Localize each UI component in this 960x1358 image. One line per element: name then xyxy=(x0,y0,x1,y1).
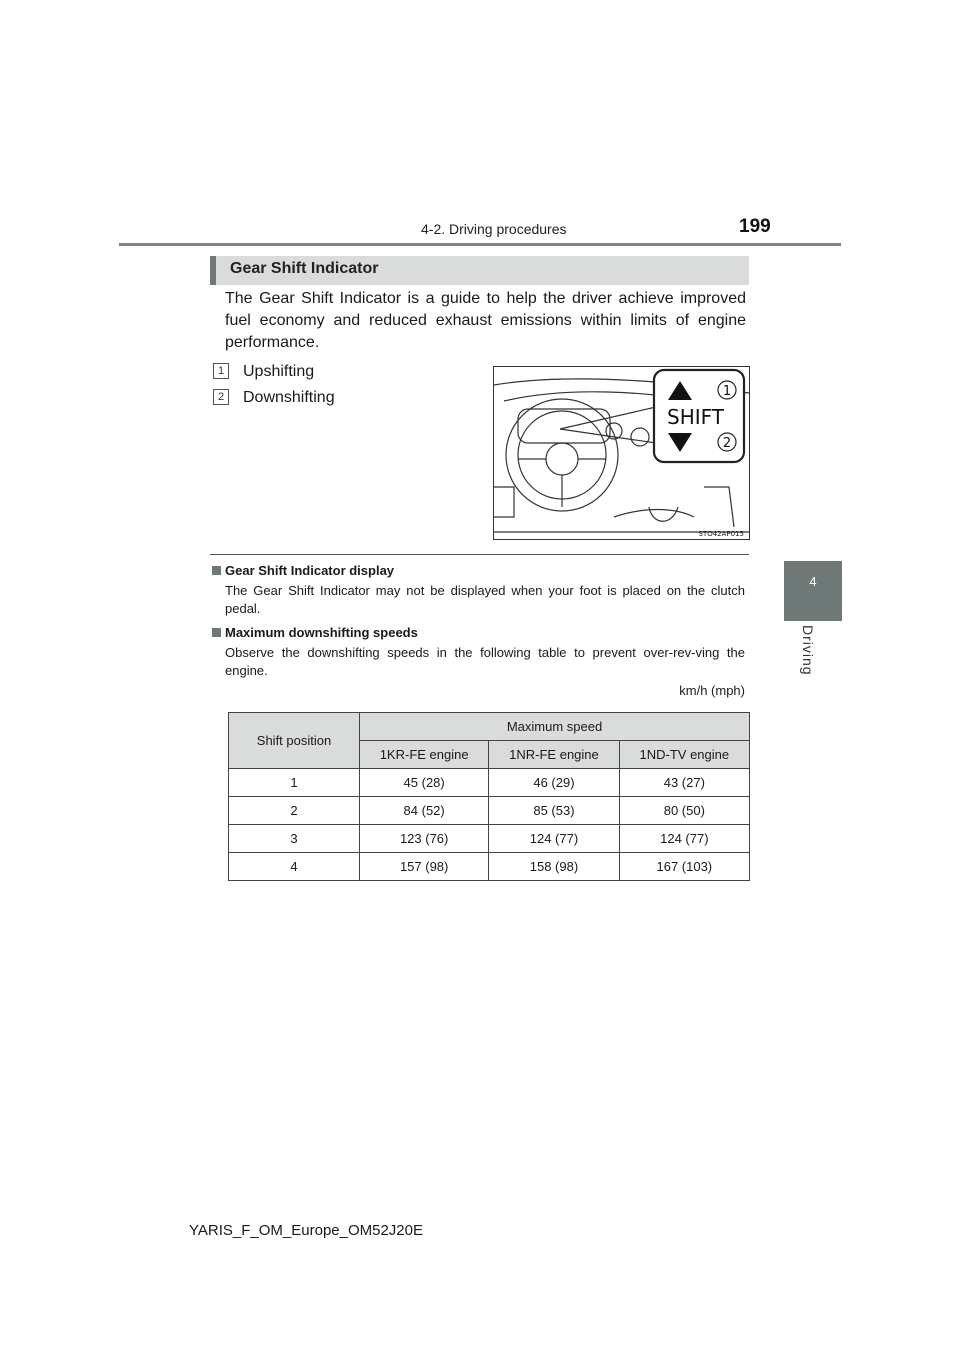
table-cell: 2 xyxy=(229,797,360,825)
col-header-maximum-speed: Maximum speed xyxy=(360,713,750,741)
col-header-shift-position: Shift position xyxy=(229,713,360,769)
table-row xyxy=(229,769,750,797)
chapter-tab-label: Driving xyxy=(800,625,816,676)
item-label-upshifting: Upshifting xyxy=(243,363,315,380)
section-divider xyxy=(210,554,749,555)
table-row xyxy=(229,853,750,881)
header-rule xyxy=(119,243,841,246)
table-cell: 1 xyxy=(229,769,360,797)
table-unit-label: km/h (mph) xyxy=(679,683,745,698)
dashboard-drawing xyxy=(494,367,749,539)
item-label-downshifting: Downshifting xyxy=(243,389,335,406)
item-number-2: 2 xyxy=(213,389,229,405)
bullet-square-icon xyxy=(212,566,221,575)
chapter-tab xyxy=(784,561,842,621)
header-section-title: 4-2. Driving procedures xyxy=(421,221,567,237)
table-cell: 84 (52) xyxy=(360,797,489,825)
col-header-engine: 1NR-FE engine xyxy=(489,741,619,769)
table-cell: 167 (103) xyxy=(619,853,749,881)
note-heading-display: Gear Shift Indicator display xyxy=(212,563,394,578)
table-cell: 85 (53) xyxy=(489,797,619,825)
section-heading-bar xyxy=(210,256,749,285)
table-cell: 124 (77) xyxy=(489,825,619,853)
note-body-display: The Gear Shift Indicator may not be displayed when your foot is placed on the clutch pedal. xyxy=(225,583,745,616)
section-title: Gear Shift Indicator xyxy=(230,260,379,277)
chapter-tab-number: 4 xyxy=(809,574,817,589)
item-number-1: 1 xyxy=(213,363,229,379)
table-cell: 80 (50) xyxy=(619,797,749,825)
table-cell: 4 xyxy=(229,853,360,881)
downshift-speed-table xyxy=(228,712,750,881)
bullet-square-icon xyxy=(212,628,221,637)
table-cell: 124 (77) xyxy=(619,825,749,853)
table-cell: 45 (28) xyxy=(360,769,489,797)
callout-2: 2 xyxy=(722,436,732,451)
illustration-code: STO42AP015 xyxy=(698,530,744,538)
page-number: 199 xyxy=(739,216,771,237)
table-row xyxy=(229,797,750,825)
table-cell: 158 (98) xyxy=(489,853,619,881)
note-heading-downshift: Maximum downshifting speeds xyxy=(212,625,418,640)
intro-paragraph: The Gear Shift Indicator is a guide to help the driver achieve improved fuel economy and reduced exhaust emissions within limits of engine performance. xyxy=(225,290,746,351)
note-body-downshift: Observe the downshifting speeds in the following table to prevent over-rev-ving the engine. xyxy=(225,645,745,678)
callout-1: 1 xyxy=(722,384,732,399)
shift-label: SHIFT xyxy=(667,405,725,429)
footer-document-code: YARIS_F_OM_Europe_OM52J20E xyxy=(189,1222,424,1239)
shift-indicator-illustration xyxy=(493,366,750,540)
table-cell: 3 xyxy=(229,825,360,853)
table-cell: 46 (29) xyxy=(489,769,619,797)
table-cell: 43 (27) xyxy=(619,769,749,797)
col-header-engine: 1ND-TV engine xyxy=(619,741,749,769)
table-row xyxy=(229,825,750,853)
table-cell: 123 (76) xyxy=(360,825,489,853)
col-header-engine: 1KR-FE engine xyxy=(360,741,489,769)
table-cell: 157 (98) xyxy=(360,853,489,881)
